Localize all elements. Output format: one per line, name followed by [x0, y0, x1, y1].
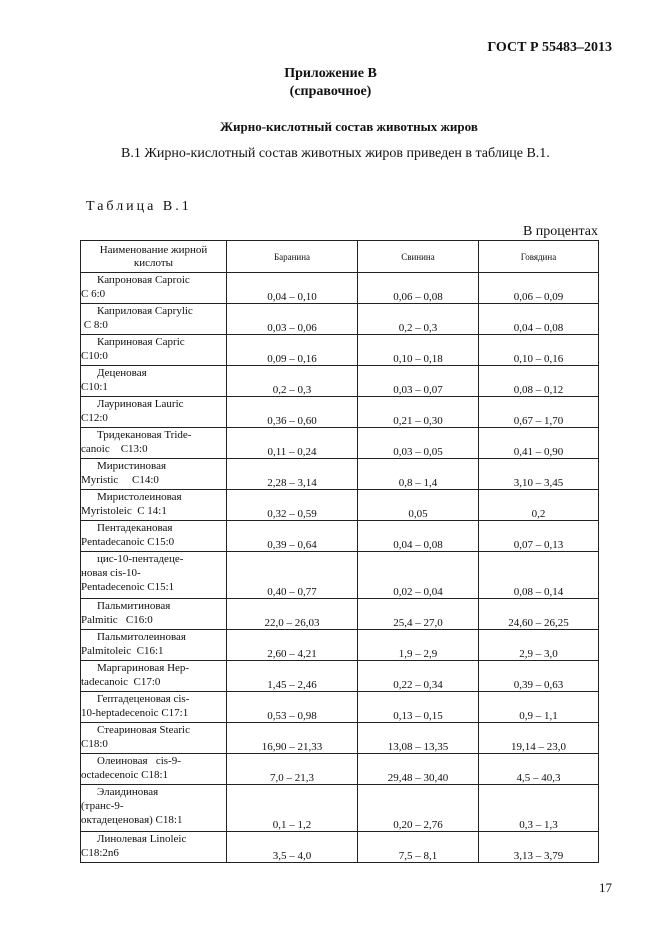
table-row [81, 366, 599, 397]
fatty-acid-table [80, 240, 599, 863]
table-row [81, 273, 599, 304]
pork-value-cell: 0,02 – 0,04 [358, 552, 479, 599]
beef-value-cell: 0,2 [479, 490, 599, 521]
pork-value-cell: 0,13 – 0,15 [358, 692, 479, 723]
acid-name-cell [81, 304, 227, 335]
pork-value-cell: 0,06 – 0,08 [358, 273, 479, 304]
column-header-pork: Свинина [358, 241, 479, 273]
acid-name-text: Стеариновая Stearic C18:0 [81, 724, 190, 750]
pork-value-cell: 0,04 – 0,08 [358, 521, 479, 552]
table-row [81, 397, 599, 428]
acid-name-text: Тридекановая Tride- canoic C13:0 [81, 429, 192, 455]
mutton-value-cell: 0,32 – 0,59 [227, 490, 358, 521]
mutton-value-cell: 2,28 – 3,14 [227, 459, 358, 490]
table-row [81, 785, 599, 832]
acid-name-cell [81, 661, 227, 692]
section-heading: Жирно-кислотный состав животных жиров [220, 119, 478, 134]
acid-name-text: Гептадеценовая cis- 10-heptadecenoic C17:1 [81, 693, 190, 719]
page-number: 17 [599, 880, 612, 895]
pork-value-cell: 0,03 – 0,05 [358, 428, 479, 459]
beef-value-cell: 0,39 – 0,63 [479, 661, 599, 692]
acid-name-cell [81, 832, 227, 863]
acid-name-text: Каприловая Caprylic C 8:0 [83, 305, 193, 331]
pork-value-cell: 13,08 – 13,35 [358, 723, 479, 754]
table-row [81, 459, 599, 490]
acid-name-text: Маргариновая Hep- tadecanoic C17:0 [81, 662, 190, 688]
pork-value-cell: 0,8 – 1,4 [358, 459, 479, 490]
table-row [81, 304, 599, 335]
table-row [81, 521, 599, 552]
mutton-value-cell: 0,36 – 0,60 [227, 397, 358, 428]
table-body [81, 273, 599, 863]
acid-name-text: Лауриновая Lauric C12:0 [81, 398, 184, 424]
column-header-beef: Говядина [479, 241, 599, 273]
beef-value-cell: 0,10 – 0,16 [479, 335, 599, 366]
beef-value-cell: 3,10 – 3,45 [479, 459, 599, 490]
mutton-value-cell: 0,39 – 0,64 [227, 521, 358, 552]
beef-value-cell: 24,60 – 26,25 [479, 599, 599, 630]
pork-value-cell: 25,4 – 27,0 [358, 599, 479, 630]
table-label: Таблица В.1 [86, 199, 192, 214]
acid-name-text: Деценовая C10:1 [81, 367, 147, 393]
mutton-value-cell: 1,45 – 2,46 [227, 661, 358, 692]
beef-value-cell: 0,08 – 0,12 [479, 366, 599, 397]
acid-name-text: Капроновая Caproic C 6:0 [81, 274, 190, 300]
mutton-value-cell: 3,5 – 4,0 [227, 832, 358, 863]
mutton-value-cell: 16,90 – 21,33 [227, 723, 358, 754]
beef-value-cell: 0,3 – 1,3 [479, 785, 599, 832]
column-header-acid-name: Наименование жирной кислоты [81, 241, 227, 273]
mutton-value-cell: 7,0 – 21,3 [227, 754, 358, 785]
beef-value-cell: 0,08 – 0,14 [479, 552, 599, 599]
acid-name-text: Пентадекановая Pentadecanoic C15:0 [81, 522, 175, 548]
pork-value-cell: 0,22 – 0,34 [358, 661, 479, 692]
acid-name-cell [81, 459, 227, 490]
pork-value-cell: 0,21 – 0,30 [358, 397, 479, 428]
beef-value-cell: 19,14 – 23,0 [479, 723, 599, 754]
table-units: В процентах [522, 224, 598, 239]
beef-value-cell: 0,67 – 1,70 [479, 397, 599, 428]
table-header-row [81, 241, 599, 273]
acid-name-cell [81, 366, 227, 397]
standard-code: ГОСТ Р 55483–2013 [487, 40, 612, 55]
pork-value-cell: 0,03 – 0,07 [358, 366, 479, 397]
acid-name-cell [81, 785, 227, 832]
mutton-value-cell: 0,53 – 0,98 [227, 692, 358, 723]
acid-name-cell [81, 397, 227, 428]
beef-value-cell: 4,5 – 40,3 [479, 754, 599, 785]
beef-value-cell: 0,9 – 1,1 [479, 692, 599, 723]
appendix-title: Приложение В [284, 66, 377, 81]
table-row [81, 692, 599, 723]
acid-name-cell [81, 490, 227, 521]
pork-value-cell: 0,05 [358, 490, 479, 521]
acid-name-text: Элаидиновая (транс-9- октадеценовая) C18:1 [81, 786, 183, 826]
mutton-value-cell: 0,1 – 1,2 [227, 785, 358, 832]
table-row [81, 552, 599, 599]
mutton-value-cell: 2,60 – 4,21 [227, 630, 358, 661]
mutton-value-cell: 22,0 – 26,03 [227, 599, 358, 630]
pork-value-cell: 1,9 – 2,9 [358, 630, 479, 661]
pork-value-cell: 7,5 – 8,1 [358, 832, 479, 863]
acid-name-text: цис-10-пентадеце- новая cis-10- Pentadecenoic C15:1 [81, 553, 184, 593]
table-row [81, 490, 599, 521]
beef-value-cell: 0,04 – 0,08 [479, 304, 599, 335]
table-row [81, 723, 599, 754]
acid-name-cell [81, 273, 227, 304]
table-row [81, 661, 599, 692]
table-row [81, 335, 599, 366]
beef-value-cell: 0,07 – 0,13 [479, 521, 599, 552]
pork-value-cell: 0,2 – 0,3 [358, 304, 479, 335]
table-row [81, 754, 599, 785]
table-row [81, 599, 599, 630]
pork-value-cell: 29,48 – 30,40 [358, 754, 479, 785]
intro-paragraph: В.1 Жирно-кислотный состав животных жиров приведен в таблице В.1. [121, 146, 550, 161]
acid-name-cell [81, 552, 227, 599]
acid-name-cell [81, 428, 227, 459]
pork-value-cell: 0,20 – 2,76 [358, 785, 479, 832]
beef-value-cell: 0,06 – 0,09 [479, 273, 599, 304]
table-row [81, 832, 599, 863]
mutton-value-cell: 0,03 – 0,06 [227, 304, 358, 335]
acid-name-cell [81, 630, 227, 661]
acid-name-text: Миристолеиновая Myristoleic C 14:1 [81, 491, 182, 517]
mutton-value-cell: 0,40 – 0,77 [227, 552, 358, 599]
acid-name-cell [81, 599, 227, 630]
mutton-value-cell: 0,2 – 0,3 [227, 366, 358, 397]
mutton-value-cell: 0,09 – 0,16 [227, 335, 358, 366]
acid-name-cell [81, 335, 227, 366]
column-header-mutton: Баранина [227, 241, 358, 273]
acid-name-text: Линолевая Linoleic C18:2n6 [81, 833, 187, 859]
acid-name-cell [81, 723, 227, 754]
beef-value-cell: 2,9 – 3,0 [479, 630, 599, 661]
mutton-value-cell: 0,04 – 0,10 [227, 273, 358, 304]
acid-name-text: Олеиновая cis-9- octadecenoic C18:1 [81, 755, 181, 781]
acid-name-cell [81, 692, 227, 723]
acid-name-cell [81, 754, 227, 785]
acid-name-text: Пальмитолеиновая Palmitoleic C16:1 [81, 631, 186, 657]
acid-name-text: Пальмитиновая Palmitic C16:0 [81, 600, 171, 626]
acid-name-text: Миристиновая Myristic C14:0 [81, 460, 167, 486]
mutton-value-cell: 0,11 – 0,24 [227, 428, 358, 459]
appendix-subtitle: (справочное) [289, 84, 372, 99]
table-row [81, 428, 599, 459]
table-row [81, 630, 599, 661]
acid-name-cell [81, 521, 227, 552]
acid-name-text: Каприновая Capric C10:0 [81, 336, 185, 362]
pork-value-cell: 0,10 – 0,18 [358, 335, 479, 366]
beef-value-cell: 3,13 – 3,79 [479, 832, 599, 863]
beef-value-cell: 0,41 – 0,90 [479, 428, 599, 459]
